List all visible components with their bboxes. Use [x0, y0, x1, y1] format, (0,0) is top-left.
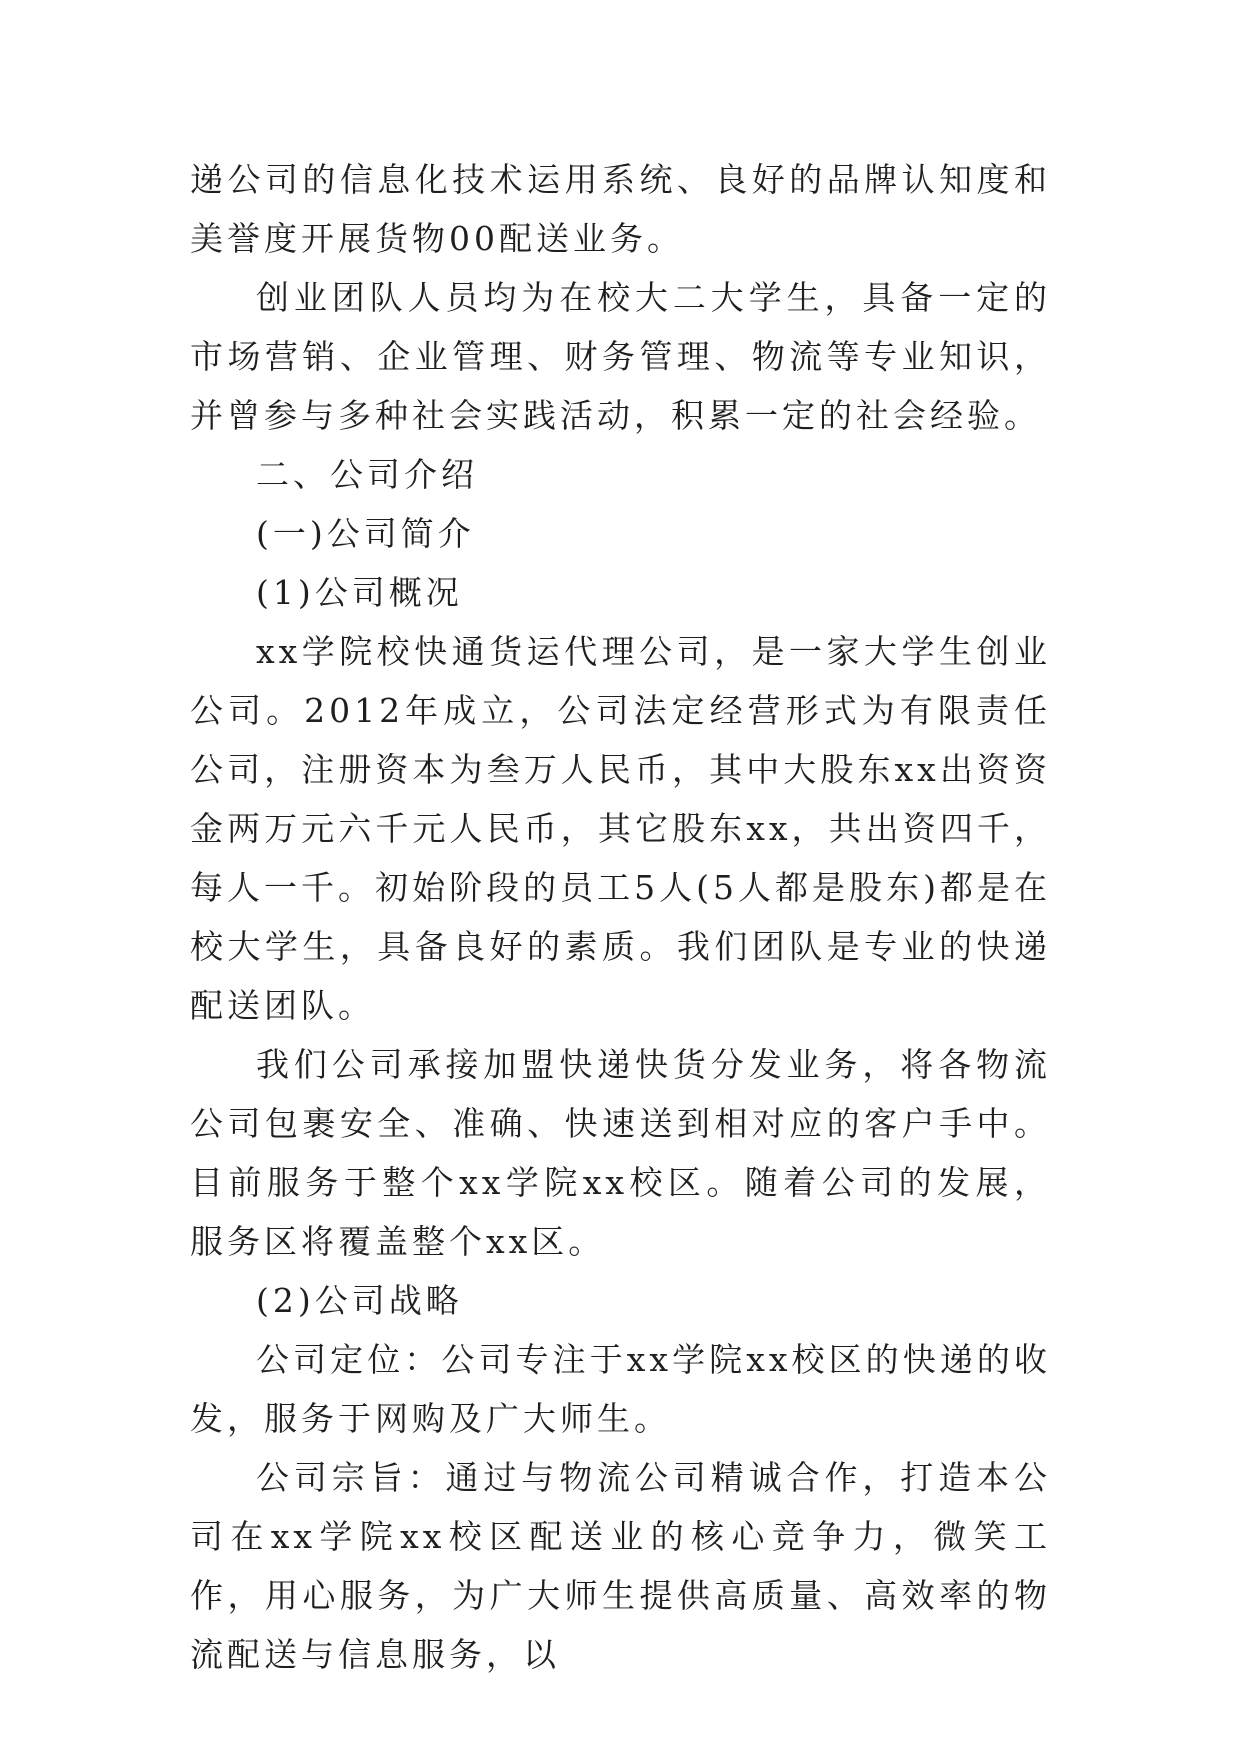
sub-subsection-heading-overview: (1)公司概况 — [256, 573, 463, 612]
paragraph-business: 我们公司承接加盟快递快货分发业务，将各物流公司包裹安全、准确、快速送到相对应的客户手中。目前服务于整个xx学院xx校区。随着公司的发展，服务区将覆盖整个xx区。 — [190, 1045, 1051, 1261]
paragraph-company-overview: xx学院校快通货运代理公司，是一家大学生创业公司。2012年成立，公司法定经营形式为有限责任公司，注册资本为叁万人民币，其中大股东xx出资资金两万元六千元人民币，其它股东xx，共出资四千，每人一千。初始阶段的员工5人(5人都是股东)都是在校大学生，具备良好的素质。我们团队是专业的快递配送团队。 — [190, 632, 1051, 1025]
sub-subsection-heading-strategy: (2)公司战略 — [256, 1281, 463, 1320]
paragraph-positioning: 公司定位：公司专注于xx学院xx校区的快递的收发，服务于网购及广大师生。 — [190, 1340, 1051, 1438]
document-body — [190, 150, 1051, 1684]
section-heading: 二、公司介绍 — [256, 455, 478, 494]
paragraph-team: 创业团队人员均为在校大二大学生，具备一定的市场营销、企业管理、财务管理、物流等专业知识，并曾参与多种社会实践活动，积累一定的社会经验。 — [190, 278, 1051, 435]
paragraph-continuation: 递公司的信息化技术运用系统、良好的品牌认知度和美誉度开展货物00配送业务。 — [190, 160, 1051, 258]
subsection-heading: (一)公司简介 — [256, 514, 475, 553]
paragraph-mission: 公司宗旨：通过与物流公司精诚合作，打造本公司在xx学院xx校区配送业的核心竞争力，微笑工作，用心服务，为广大师生提供高质量、高效率的物流配送与信息服务，以 — [190, 1458, 1051, 1674]
